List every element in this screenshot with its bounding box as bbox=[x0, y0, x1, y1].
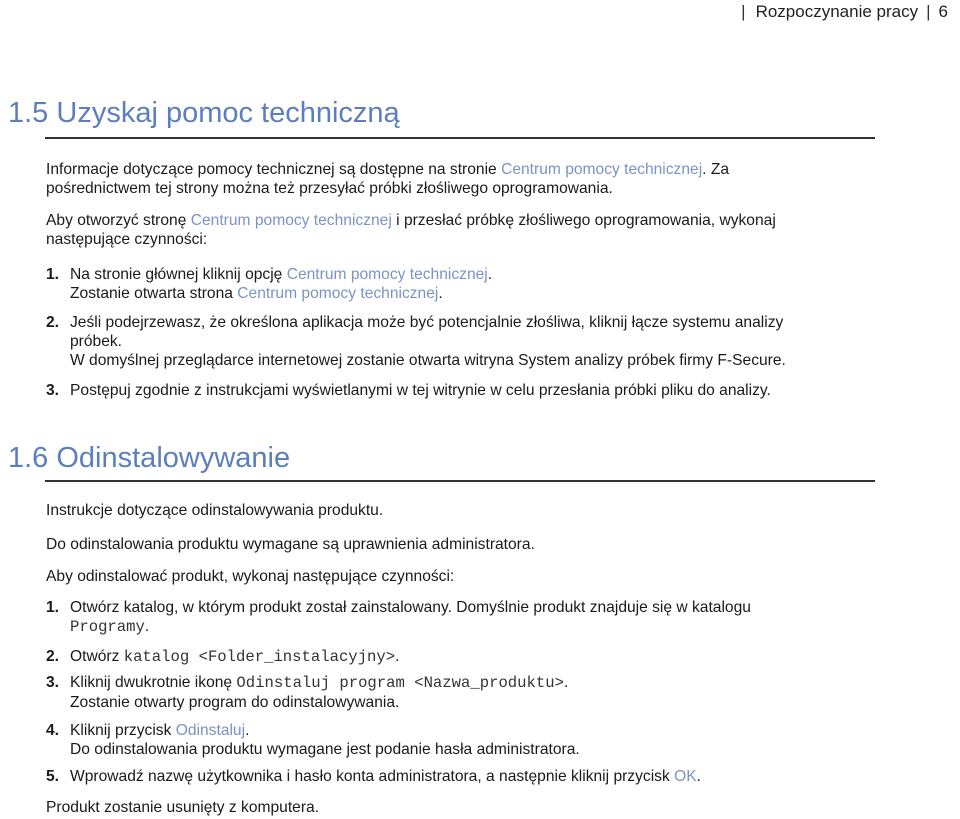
text-run: Kliknij dwukrotnie ikonę bbox=[70, 674, 237, 691]
uninstall-step-3 bbox=[46, 673, 896, 712]
header-page-number: 6 bbox=[938, 2, 948, 21]
text-run: . bbox=[395, 648, 400, 665]
step-number: 3. bbox=[46, 674, 60, 691]
step-number: 2. bbox=[46, 314, 60, 331]
support-intro-paragraph bbox=[46, 160, 876, 198]
step-number: 2. bbox=[46, 648, 60, 665]
text-run: Informacje dotyczące pomocy technicznej są dostępne na stronie bbox=[46, 161, 502, 178]
uninstall-step-2 bbox=[46, 647, 896, 667]
section-title-uninstall: 1.6 Odinstalowywanie bbox=[8, 442, 291, 474]
text-run: Aby otworzyć stronę bbox=[46, 212, 191, 229]
uninstall-intro-paragraph: Instrukcje dotyczące odinstalowywania produktu. bbox=[46, 502, 384, 519]
uninstall-program-code: Odinstaluj program <Nazwa_produktu> bbox=[236, 674, 564, 692]
header-section-name: Rozpoczynanie pracy bbox=[755, 2, 919, 21]
step-number: 3. bbox=[46, 382, 60, 399]
uninstall-howto-paragraph: Aby odinstalować produkt, wykonaj następujące czynności: bbox=[46, 568, 455, 585]
text-run: Jeśli podejrzewasz, że określona aplikacja może być potencjalnie złośliwa, kliknij łącze systemu analizy bbox=[70, 314, 784, 331]
step-number: 5. bbox=[46, 768, 60, 785]
running-header bbox=[741, 2, 948, 22]
text-run: Postępuj zgodnie z instrukcjami wyświetlanymi w tej witrynie w celu przesłania próbki pliku do analizy. bbox=[70, 382, 771, 399]
uninstall-step-5 bbox=[46, 767, 896, 786]
text-run: Wprowadź nazwę użytkownika i hasło konta administratora, a następnie kliknij przycisk bbox=[70, 768, 675, 785]
text-run: . bbox=[487, 266, 493, 283]
uninstall-step-1 bbox=[46, 598, 896, 637]
step-number: 1. bbox=[46, 599, 60, 616]
step-continuation bbox=[46, 284, 896, 303]
step-continuation: Do odinstalowania produktu wymagane jest podanie hasła administratora. bbox=[70, 741, 580, 758]
section-divider bbox=[45, 480, 875, 482]
support-center-link[interactable]: Centrum pomocy technicznej bbox=[501, 161, 703, 178]
uninstall-step-4 bbox=[46, 721, 896, 759]
step-continuation: W domyślnej przeglądarce internetowej zostanie otwarta witryna System analizy próbek firmy F-Secure. bbox=[70, 352, 786, 369]
step-number: 4. bbox=[46, 722, 60, 739]
step-continuation bbox=[46, 617, 896, 637]
uninstall-admin-paragraph: Do odinstalowania produktu wymagane są uprawnienia administratora. bbox=[46, 536, 535, 553]
text-run: . Za bbox=[702, 161, 730, 178]
header-separator: | bbox=[741, 2, 746, 21]
uninstall-result-paragraph: Produkt zostanie usunięty z komputera. bbox=[46, 799, 320, 816]
text-run: . bbox=[563, 674, 569, 691]
uninstall-button-link[interactable]: Odinstaluj bbox=[175, 722, 246, 739]
text-run: . bbox=[144, 618, 150, 635]
header-separator: | bbox=[926, 2, 931, 21]
support-step-3 bbox=[46, 381, 896, 400]
support-step-2 bbox=[46, 313, 896, 370]
text-run: . bbox=[696, 768, 701, 785]
text-run: następujące czynności: bbox=[46, 231, 208, 248]
support-center-link[interactable]: Centrum pomocy technicznej bbox=[286, 266, 488, 283]
text-run: . bbox=[438, 285, 443, 302]
step-number: 1. bbox=[46, 266, 60, 283]
text-run: . bbox=[245, 722, 250, 739]
text-run: i przesłać próbkę złośliwego oprogramowania, wykonaj bbox=[391, 212, 776, 229]
support-howto-paragraph bbox=[46, 211, 876, 249]
support-center-link[interactable]: Centrum pomocy technicznej bbox=[190, 212, 392, 229]
text-run: Zostanie otwarta strona bbox=[70, 285, 238, 302]
ok-button-link[interactable]: OK bbox=[674, 768, 697, 785]
step-continuation: Zostanie otwarty program do odinstalowywania. bbox=[70, 694, 400, 711]
text-run: Otwórz bbox=[70, 648, 124, 665]
support-step-1 bbox=[46, 265, 896, 303]
section-title-support: 1.5 Uzyskaj pomoc techniczną bbox=[8, 97, 400, 129]
section-divider bbox=[45, 137, 875, 139]
text-run: Otwórz katalog, w którym produkt został zainstalowany. Domyślnie produkt znajduje się w katalogu bbox=[70, 599, 751, 616]
folder-name-code: Programy bbox=[70, 618, 145, 636]
text-run: Kliknij przycisk bbox=[70, 722, 176, 739]
step-continuation: próbek. bbox=[70, 333, 123, 350]
text-run: Na stronie głównej kliknij opcję bbox=[70, 266, 287, 283]
install-folder-code: katalog <Folder_instalacyjny> bbox=[123, 648, 396, 666]
support-center-link[interactable]: Centrum pomocy technicznej bbox=[237, 285, 439, 302]
text-run: pośrednictwem tej strony można też przesyłać próbki złośliwego oprogramowania. bbox=[46, 180, 613, 197]
